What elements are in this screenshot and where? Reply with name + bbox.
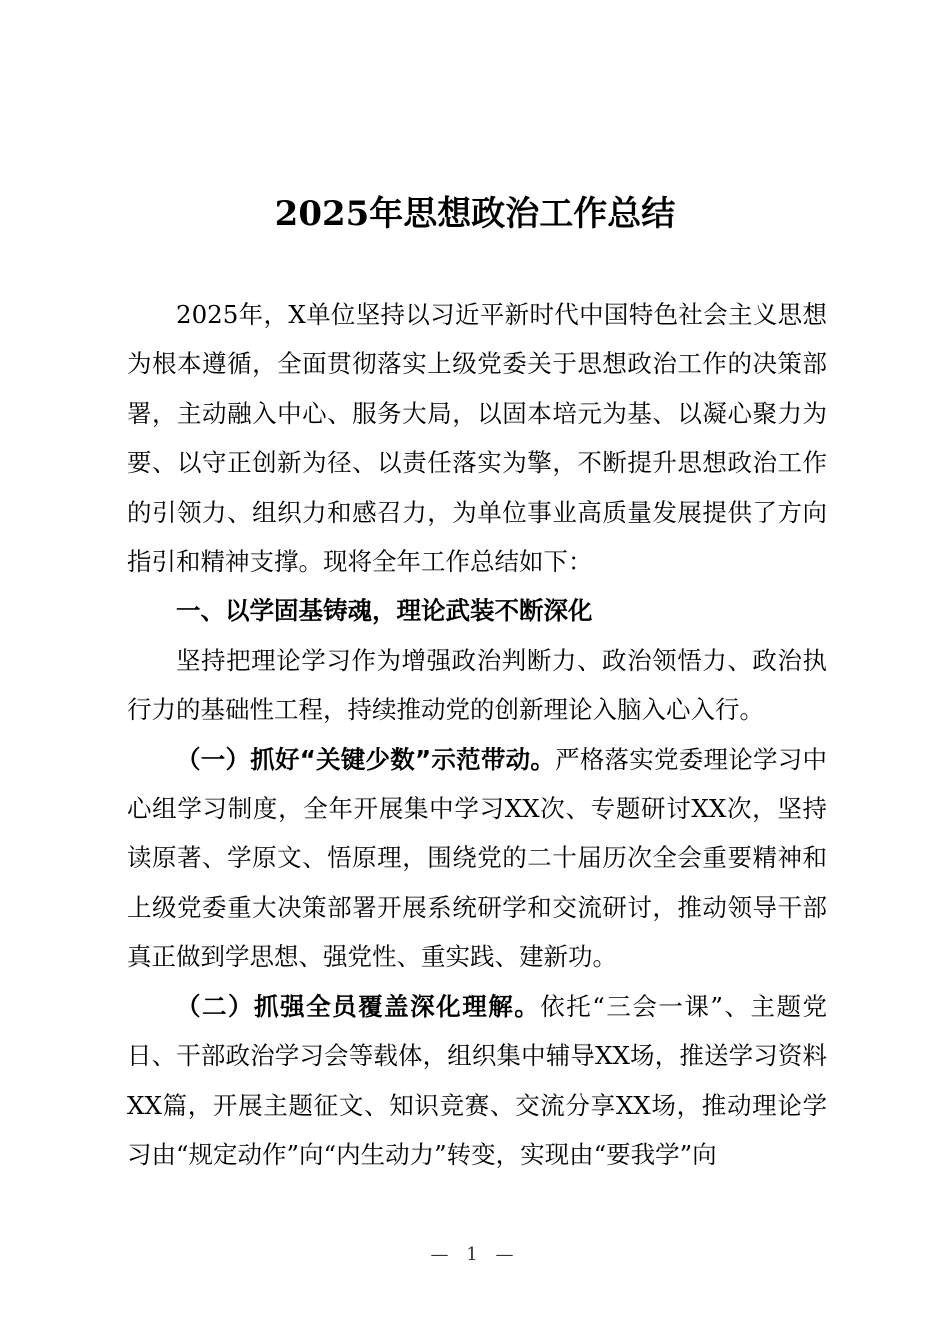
section-item-2-text: 依托“三会一课”、主题党日、干部政治学习会等载体，组织集中辅导XX场，推送学习资料XX篇，开展主题征文、知识竞赛、交流分享XX场，推动理论学习由“规定动作”向“内生动力”转变，实现由“要我学”向 [127, 991, 827, 1169]
page-number: — 1 — [430, 1244, 520, 1265]
intro-paragraph: 2025年，X单位坚持以习近平新时代中国特色社会主义思想为根本遵循，全面贯彻落实上级党委关于思想政治工作的决策部署，主动融入中心、服务大局，以固本培元为基、以凝心聚力为要、以守正创新为径、以责任落实为擎，不断提升思想政治工作的引领力、组织力和感召力，为单位事业高质量发展提供了方向指引和精神支撑。现将全年工作总结如下： [127, 300, 827, 577]
section-item-1 [127, 735, 827, 982]
document-title: 2025年思想政治工作总结 [274, 194, 676, 234]
document-body [127, 290, 827, 1179]
section-item-1-text: 严格落实党委理论学习中心组学习制度，全年开展集中学习XX次、专题研讨XX次，坚持读原著、学原文、悟原理，围绕党的二十届历次全会重要精神和上级党委重大决策部署开展系统研学和交流研讨，推动领导干部真正做到学思想、强党性、重实践、建新功。 [127, 744, 827, 972]
section-item-2 [127, 982, 827, 1180]
section-summary-1: 坚持把理论学习作为增强政治判断力、政治领悟力、政治执行力的基础性工程，持续推动党的创新理论入脑入心入行。 [127, 645, 827, 725]
section-item-1-lead: （一）抓好“关键少数”示范带动。 [176, 744, 556, 774]
section-item-2-lead: （二）抓强全员覆盖深化理解。 [176, 991, 541, 1021]
section-heading-1: 一、以学固基铸魂，理论武装不断深化 [176, 596, 593, 626]
